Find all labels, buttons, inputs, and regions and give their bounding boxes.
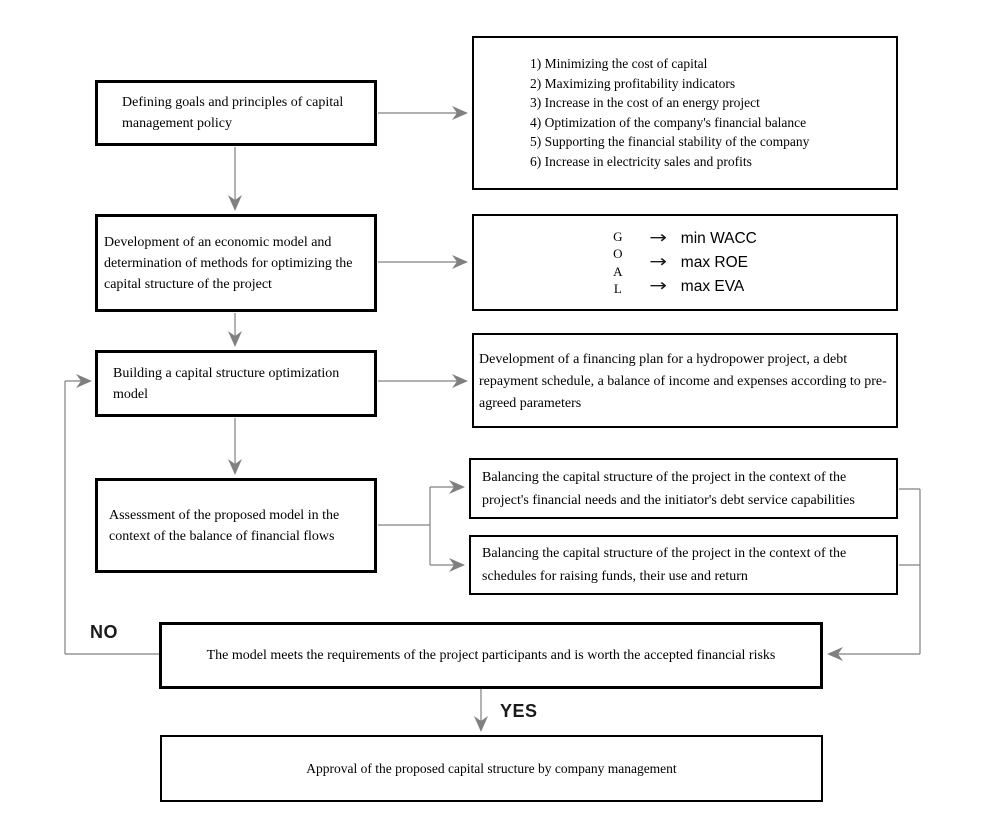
goal-letter-g: G: [613, 228, 623, 244]
goal-row-wacc: [648, 227, 757, 251]
box-assessment-text: Assessment of the proposed model in the context of the balance of financial flows: [109, 507, 340, 544]
goal-letter-l: L: [613, 281, 622, 296]
goals-list-item-2: 2) Maximizing profitability indicators: [530, 75, 736, 91]
box-goal-targets: [472, 214, 898, 311]
goal-row-eva: [648, 275, 757, 299]
box-economic-model: [95, 214, 377, 312]
right-arrow-icon: →: [648, 228, 667, 248]
right-arrow-icon: →: [648, 252, 667, 272]
goal-target-roe: max ROE: [680, 254, 748, 271]
box-goals-list: [472, 36, 898, 190]
goal-row-roe: [648, 251, 757, 275]
box-approval-text: Approval of the proposed capital structure by company management: [306, 761, 677, 776]
goals-list-item-3: 3) Increase in the cost of an energy project: [530, 95, 760, 110]
box-balancing-needs-text: Balancing the capital structure of the project in the context of the project's financial needs and the initiator's debt service capabilities: [482, 469, 855, 508]
goal-rows: [648, 227, 757, 299]
goals-list-item-1: 1) Minimizing the cost of capital: [530, 56, 708, 71]
right-arrow-icon: →: [648, 276, 667, 296]
goal-letter-a: A: [613, 263, 623, 279]
branch-label-yes: YES: [500, 701, 538, 721]
goals-list-item-6: 6) Increase in electricity sales and profits: [530, 153, 752, 169]
goal-target-wacc: min WACC: [680, 230, 757, 247]
box-approval: [160, 735, 823, 802]
goals-list-item-5: 5) Supporting the financial stability of the company: [530, 134, 810, 149]
box-defining-goals: [95, 80, 377, 146]
box-defining-goals-text: Defining goals and principles of capital management policy: [122, 95, 344, 131]
goals-list-item-4: 4) Optimization of the company's financial balance: [530, 114, 807, 130]
box-balancing-needs: [469, 458, 898, 519]
box-balancing-schedules: [469, 535, 898, 595]
box-assessment: [95, 478, 377, 573]
box-building-model: [95, 350, 377, 417]
goal-letters: [613, 228, 622, 298]
box-decision: [159, 622, 823, 689]
box-decision-text: The model meets the requirements of the project participants and is worth the accepted financial risks: [206, 648, 776, 663]
branch-label-no: NO: [90, 622, 118, 642]
goal-letter-o: O: [613, 246, 623, 261]
goal-target-eva: max EVA: [680, 278, 745, 295]
box-financing-plan: [472, 333, 898, 428]
box-balancing-schedules-text: Balancing the capital structure of the project in the context of the schedules for raising funds, their use and return: [482, 546, 847, 584]
goal-inner: [613, 227, 757, 299]
box-building-model-text: Building a capital structure optimization model: [113, 365, 340, 402]
box-economic-model-text: Development of an economic model and determination of methods for optimizing the capital structure of the project: [104, 234, 353, 292]
box-financing-plan-text: Development of a financing plan for a hydropower project, a debt repayment schedule, a balance of income and expenses according to pre-agreed parameters: [479, 352, 887, 411]
